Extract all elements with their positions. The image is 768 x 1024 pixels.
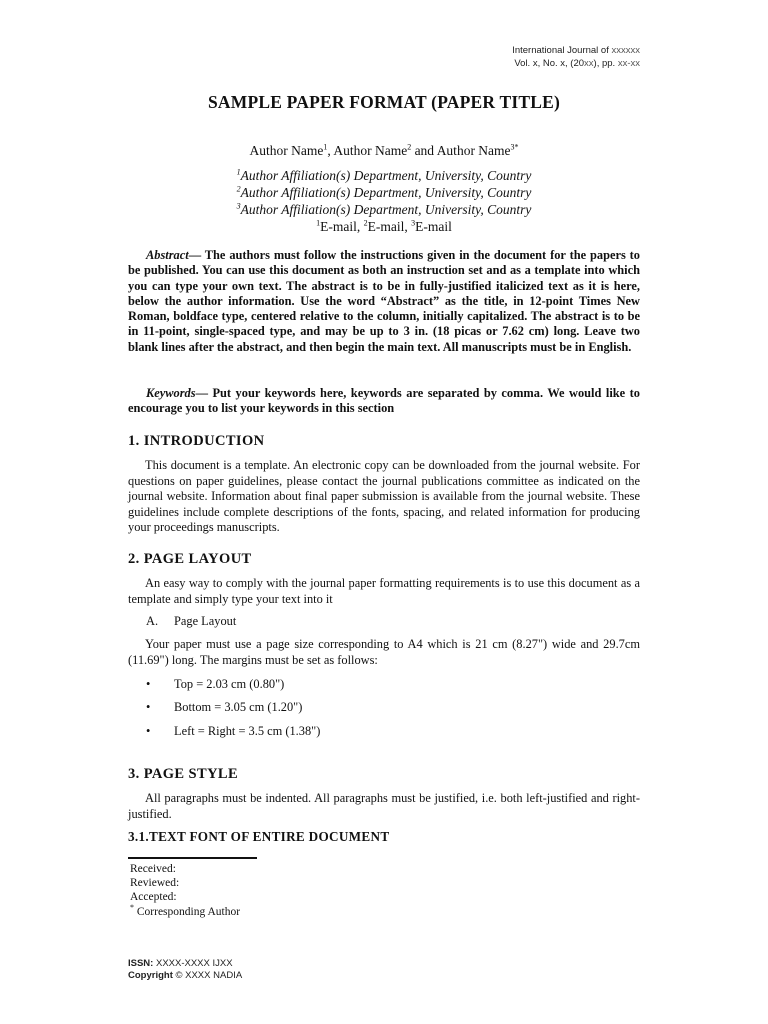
author-name: Author Name [249, 143, 324, 158]
page-style-paragraph: All paragraphs must be indented. All paragraphs must be justified, i.e. both left-justified and right-justified. [128, 791, 640, 821]
list-item: • Left = Right = 3.5 cm (1.38") [146, 724, 321, 738]
page-layout-paragraph: An easy way to comply with the journal paper formatting requirements is to use this document as a template and simply type your text into it [128, 576, 640, 606]
section-heading-introduction: 1. INTRODUCTION [128, 433, 265, 449]
affiliation: $^1$Author Affiliation(s) Department, University, Country [236, 167, 532, 183]
copyright-icon: © [175, 970, 183, 981]
section-heading-page-layout: 2. PAGE LAYOUT [128, 551, 252, 567]
subsection-heading-text-font: 3.1.TEXT FONT OF ENTIRE DOCUMENT [128, 829, 390, 844]
copyright: Copyright © XXXX NADIA [128, 970, 243, 981]
journal-name: International Journal of xxxxxx [512, 45, 640, 56]
list-item: • Top = 2.03 cm (0.80") [146, 677, 285, 691]
footnote-divider [128, 857, 257, 859]
paper-title: SAMPLE PAPER FORMAT (PAPER TITLE) [207, 92, 561, 112]
reviewed-note: Reviewed: [130, 877, 180, 890]
affiliation: $^3$Author Affiliation(s) Department, University, Country [236, 201, 532, 217]
affiliations [0, 167, 768, 235]
author-name: Author Name [333, 143, 408, 158]
page-footer [128, 958, 242, 982]
journal-header [512, 44, 640, 70]
keywords: Keywords— Put your keywords here, keywords are separated by comma. We would like to encourage you to list your keywords in this section [128, 386, 640, 416]
author-list: Author Name$^1$, Author Name$^2$ and Author Name$^{3*}$ [249, 142, 519, 158]
subsection-page-layout: A. Page Layout [146, 614, 237, 628]
author-name: Author Name [436, 143, 511, 158]
section-heading-page-style: 3. PAGE STYLE [128, 766, 239, 782]
keywords-text: Put your keywords here, keywords are separated by comma. We would like to encourage you to list your keywords in this section [128, 386, 640, 416]
list-item: • Bottom = 3.05 cm (1.20") [146, 700, 303, 714]
abstract: Abstract— The authors must follow the instructions given in the document for the papers to be published. You can use this document as both an instruction set and as a template into which you can type your own text. The abstract is to be in fully-justified italicized text as it is here, below the author information. Use the word “Abstract” as the title, in 12-point Times New Roman, boldface type, centered relative to the column, initially capitalized. The abstract is to be in 11-point, single-spaced type, and may be up to 3 in. (18 picas or 7.62 cm) long. Leave two blank lines after the abstract, and then begin the main text. All manuscripts must be in English. [128, 248, 640, 354]
introduction-paragraph: This document is a template. An electronic copy can be downloaded from the journal website. For questions on paper guidelines, please contact the journal publications committee as indicated on the journal website. Information about final paper submission is available from the journal website. These guidelines include complete descriptions of the fonts, spacing, and related information for producing your proceedings manuscripts. [128, 458, 640, 535]
email-line: $^1$E-mail, $^2$E-mail, $^3$E-mail [316, 218, 452, 234]
abstract-label: Abstract [146, 248, 189, 262]
accepted-note: Accepted: [130, 891, 177, 904]
page-size-paragraph: Your paper must use a page size corresponding to A4 which is 21 cm (8.27") wide and 29.7cm (11.69") long. The margins must be set as follows: [128, 637, 640, 667]
keywords-label: Keywords [146, 386, 196, 400]
affiliation: $^2$Author Affiliation(s) Department, University, Country [236, 184, 532, 200]
received-note: Received: [130, 863, 176, 875]
corresponding-author-note: * Corresponding Author [130, 902, 241, 918]
footnotes [130, 862, 240, 919]
issn: ISSN: XXXX-XXXX IJXX [128, 958, 233, 969]
abstract-text: The authors must follow the instructions given in the document for the papers to be published. You can use this document as both an instruction set and as a template into which you can type your own text. The abstract is to be in fully-justified italicized text as it is here, below the author information. Use the word “Abstract” as the title, in 12-point Times New Roman, boldface type, centered relative to the column, initially capitalized. The abstract is to be in 11-point, single-spaced type, and may be up to 3 in. (18 picas or 7.62 cm) long. Leave two blank lines after the abstract, and then begin the main text. All manuscripts must be in English. [128, 248, 640, 354]
journal-volume: Vol. x, No. x, (20xx), pp. xx-xx [514, 58, 640, 69]
